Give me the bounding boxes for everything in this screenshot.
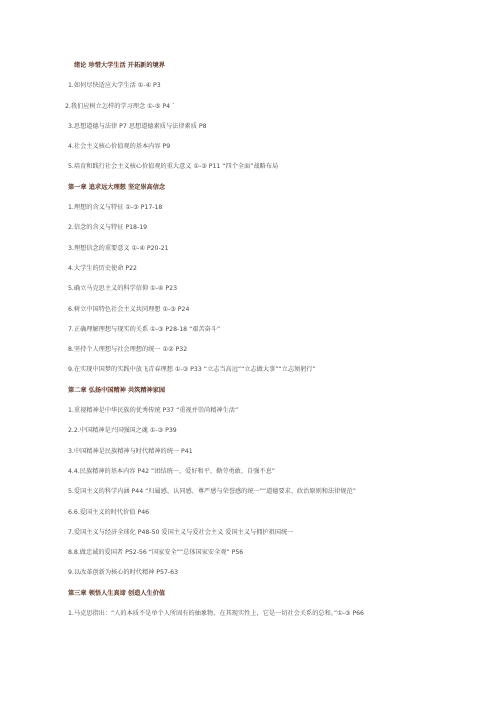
list-item-wrapped: 5.爱国主义的科学内涵 P44 “归属感、认同感、尊严感与荣誉感的统一”“道德要求、政治原则和法律规范” (68, 488, 356, 496)
list-item-wrapped: 1.马克思指出：“人的本质不是单个人所固有的抽象物，在其现实性上，它是一切社会关系的总和。”①-③ P66 (68, 610, 364, 618)
section-heading-chapter-1: 第一章 追求远大理想 坚定崇高信念 (68, 183, 166, 191)
section-heading-intro: 绪论 珍惜大学生活 开拓新的境界 (74, 62, 165, 69)
list-item: 5.确立马克思主义的科学信仰 ①-④ P23 (68, 285, 178, 293)
list-item: 4.社会主义核心价值观的基本内容 P9 (68, 143, 171, 151)
list-item: 1.理想的含义与特征 ①-③ P17-18 (68, 204, 163, 212)
list-item: 9.以改革创新为核心的时代精神 P57-63 (68, 569, 179, 577)
list-item: 1.重视精神是中华民族的优秀传统 P37 “重视并崇尚精神生活” (68, 407, 239, 415)
list-item: 3.理想信念的重要意义 ①-④ P20-21 (68, 244, 169, 252)
list-item: 4.4.民族精神的基本内容 P42 “团结统一、爱好和平、勤劳勇敢、自强不息” (68, 467, 276, 475)
list-item: 2.信念的含义与特征 P18-19 (68, 224, 148, 232)
outline-list (65, 62, 455, 630)
list-item: 3.中国精神是民族精神与时代精神的统一 P41 (68, 447, 193, 455)
list-item: 2.2.中国精神是兴国强国之魂 ①-③ P39 (68, 427, 177, 435)
list-item: 8.8.做忠诚的爱国者 P52-56 “国家安全”“总体国家安全观” P56 (68, 549, 244, 557)
list-item: 5.培育和践行社会主义核心价值观的重大意义 ①-③ P11 “四个全面”战略布局 (68, 163, 279, 171)
list-item: 1.如何尽快适应大学生活 ①-④ P3 (68, 82, 161, 90)
list-item: 8.坚持个人理想与社会理想的统一 ①② P32 (68, 346, 188, 354)
list-item: 7.正确理解理想与现实的关系 ①-③ P28-18 “艰苦奋斗” (68, 325, 221, 333)
section-heading-chapter-2: 第二章 弘扬中国精神 共筑精神家园 (68, 386, 166, 394)
list-item: 6.6.爱国主义的时代价值 P46 (68, 508, 150, 516)
list-item: 7.爱国主义与经济全球化 P48-50 爱国主义与爱社会主义 爱国主义与拥护祖国统一 (68, 528, 294, 536)
list-item: 4.大学生的历史使命 P22 (68, 264, 137, 272)
list-item: 6.树立中国特色社会主义共同理想 ①-③ P24 (68, 305, 190, 313)
list-item: 2.我们应树立怎样的学习理念 ①-⑤ P4 ` (65, 102, 176, 110)
section-heading-chapter-3: 第三章 领悟人生真谛 创造人生价值 (68, 589, 166, 597)
list-item: 9.在实现中国梦的实践中放飞青春理想 ①-③ P33 “立志当高远”“立志做大事”“立志须躬行” (68, 366, 316, 374)
list-item: 3.思想道德与法律 P7 思想道德素质与法律素质 P8 (68, 122, 207, 130)
